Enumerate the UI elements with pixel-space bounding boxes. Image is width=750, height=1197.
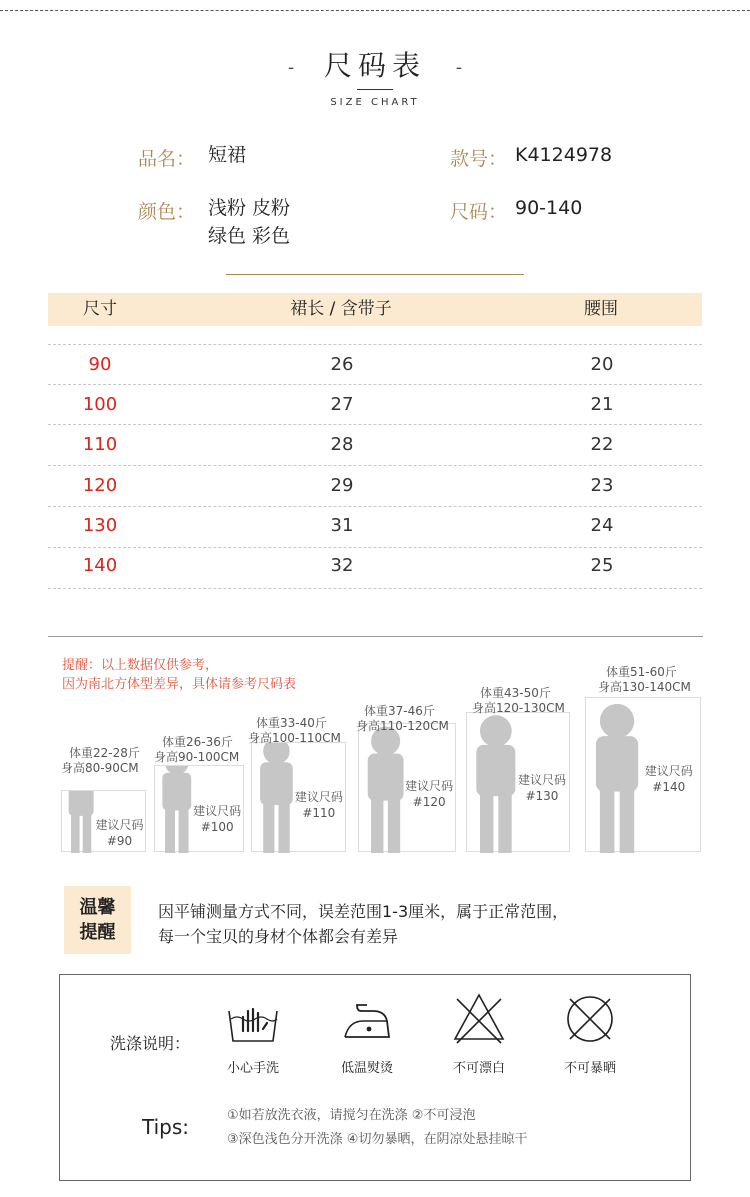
- title-text: 尺码表: [323, 49, 426, 82]
- table-cell-size: 110: [82, 434, 118, 456]
- figure-height: 身高100-110CM: [248, 731, 341, 745]
- warm-tip-badge: [64, 886, 131, 954]
- page-subtitle: SIZE CHART: [330, 97, 420, 108]
- suggested-size-label: 建议尺码: [193, 803, 242, 818]
- figure-weight: 体重22-28斤: [69, 746, 140, 760]
- product-sku-label: 款号：: [450, 148, 508, 170]
- table-cell-length: 26: [330, 354, 354, 375]
- product-name-value: 短裙: [208, 144, 247, 166]
- top-dashed-border: [0, 10, 750, 11]
- figure-weight: 体重43-50斤: [480, 686, 551, 700]
- table-row-divider: [48, 588, 702, 589]
- hand-wash-label: 小心手洗: [226, 1061, 279, 1076]
- info-divider: [226, 274, 524, 275]
- product-color-label: 颜色：: [138, 201, 196, 223]
- figure-height: 身高130-140CM: [598, 680, 691, 694]
- product-color-line1: 浅粉 皮粉: [208, 197, 291, 219]
- table-cell-size: 120: [82, 474, 118, 496]
- suggested-size-value: #100: [200, 819, 234, 834]
- table-row-divider: [48, 465, 702, 466]
- suggested-size: [513, 772, 571, 804]
- no-tumble-dry-icon: [562, 991, 618, 1047]
- figure-spec: [598, 665, 691, 695]
- suggested-size-label: 建议尺码: [405, 779, 454, 794]
- suggested-size-label: 建议尺码: [644, 764, 693, 779]
- table-cell-waist: 24: [590, 514, 614, 536]
- table-cell-waist: 22: [590, 434, 614, 456]
- table-cell-waist: 21: [590, 394, 614, 416]
- table-row-divider: [48, 424, 702, 425]
- table-cell-length: 27: [330, 394, 354, 416]
- warm-tip-body-line2: 每一个宝贝的身材个体都会有差异: [158, 927, 399, 946]
- suggested-size-label: 建议尺码: [294, 790, 343, 805]
- suggested-size: [92, 817, 147, 849]
- suggested-size: [636, 763, 702, 795]
- suggested-size-value: #110: [302, 806, 336, 821]
- notice-line1: 提醒：以上数据仅供参考，: [62, 658, 219, 673]
- table-row-divider: [48, 506, 702, 507]
- suggested-size-value: #120: [412, 795, 446, 810]
- figure-spec: [154, 735, 239, 765]
- section-divider: [48, 636, 703, 637]
- low-iron-label: 低温熨烫: [340, 1061, 393, 1076]
- suggested-size-value: #130: [525, 788, 559, 803]
- size-table-header: [48, 293, 702, 326]
- suggested-size: [291, 789, 347, 821]
- no-bleach-icon: [451, 991, 507, 1047]
- figure-weight: 体重51-60斤: [606, 665, 677, 679]
- no-tumble-dry-label: 不可暴晒: [563, 1061, 616, 1076]
- figure-height: 身高80-90CM: [61, 761, 139, 775]
- title-underline: [357, 89, 393, 90]
- table-row-divider: [48, 344, 702, 345]
- header-length: 裙长 / 含带子: [290, 299, 392, 319]
- care-title: 洗涤说明：: [110, 1034, 191, 1053]
- size-guide-card: [585, 697, 701, 852]
- tips-title: Tips:: [142, 1115, 190, 1139]
- title-dash-left: -: [288, 57, 295, 78]
- warm-tip-title-line2: 提醒: [79, 922, 116, 943]
- suggested-size-value: #140: [652, 780, 686, 795]
- figure-weight: 体重37-46斤: [364, 704, 435, 718]
- tips-line2: ③深色浅色分开洗涤 ④切勿暴晒，在阴凉处悬挂晾干: [227, 1132, 528, 1147]
- header-waist: 腰围: [584, 299, 618, 319]
- suggested-size-value: #90: [106, 834, 133, 849]
- table-cell-waist: 20: [590, 354, 614, 375]
- table-cell-size: 140: [82, 555, 118, 576]
- size-guide-card: [154, 765, 244, 852]
- care-instructions: [59, 974, 691, 1181]
- table-row-divider: [48, 384, 702, 385]
- table-cell-size: 130: [82, 514, 118, 536]
- figure-spec: [356, 704, 449, 734]
- figure-height: 身高90-100CM: [154, 750, 240, 764]
- size-guide-card: [358, 723, 456, 852]
- figure-weight: 体重26-36斤: [162, 735, 233, 749]
- size-guide-card: [251, 742, 346, 852]
- tips-line1: ①如若放洗衣液，请搅匀在洗涤 ②不可浸泡: [227, 1108, 476, 1123]
- figure-weight: 体重33-40斤: [256, 716, 327, 730]
- table-row-divider: [48, 547, 702, 548]
- table-cell-length: 28: [330, 434, 354, 456]
- suggested-size-label: 建议尺码: [517, 772, 566, 787]
- product-size-label: 尺码：: [450, 201, 508, 223]
- suggested-size: [189, 803, 245, 835]
- figure-spec: [472, 686, 565, 716]
- warm-tip-body-line1: 因平铺测量方式不同，误差范围1-3厘米，属于正常范围，: [158, 902, 569, 921]
- header-size: 尺寸: [83, 299, 117, 319]
- product-size-value: 90-140: [515, 197, 583, 219]
- warm-tip-title: [64, 895, 131, 945]
- table-cell-size: 90: [88, 354, 112, 375]
- product-name-label: 品名：: [138, 148, 196, 170]
- size-guide-card: [61, 790, 146, 852]
- suggested-size: [401, 778, 457, 810]
- suggested-size-label: 建议尺码: [95, 818, 144, 833]
- table-cell-waist: 25: [590, 555, 614, 576]
- figure-height: 身高120-130CM: [472, 701, 565, 715]
- size-guide-card: [466, 712, 570, 852]
- notice-line2: 因为南北方体型差异，具体请参考尺码表: [62, 677, 297, 692]
- table-cell-size: 100: [82, 394, 118, 416]
- figure-spec: [248, 716, 341, 746]
- figure-height: 身高110-120CM: [356, 719, 449, 733]
- table-cell-length: 31: [330, 514, 354, 536]
- product-color-line2: 绿色 彩色: [208, 225, 291, 247]
- table-cell-length: 29: [330, 474, 354, 496]
- table-cell-waist: 23: [590, 474, 614, 496]
- page-title: [0, 44, 750, 84]
- low-iron-icon: [339, 991, 395, 1047]
- hand-wash-icon: [225, 991, 281, 1047]
- product-sku-value: K4124978: [515, 144, 613, 166]
- warm-tip-body: [158, 899, 568, 949]
- no-bleach-label: 不可漂白: [452, 1061, 505, 1076]
- figure-spec: [61, 746, 140, 776]
- table-cell-length: 32: [330, 555, 354, 576]
- title-dash-right: -: [455, 57, 462, 78]
- warm-tip-title-line1: 温馨: [79, 897, 116, 918]
